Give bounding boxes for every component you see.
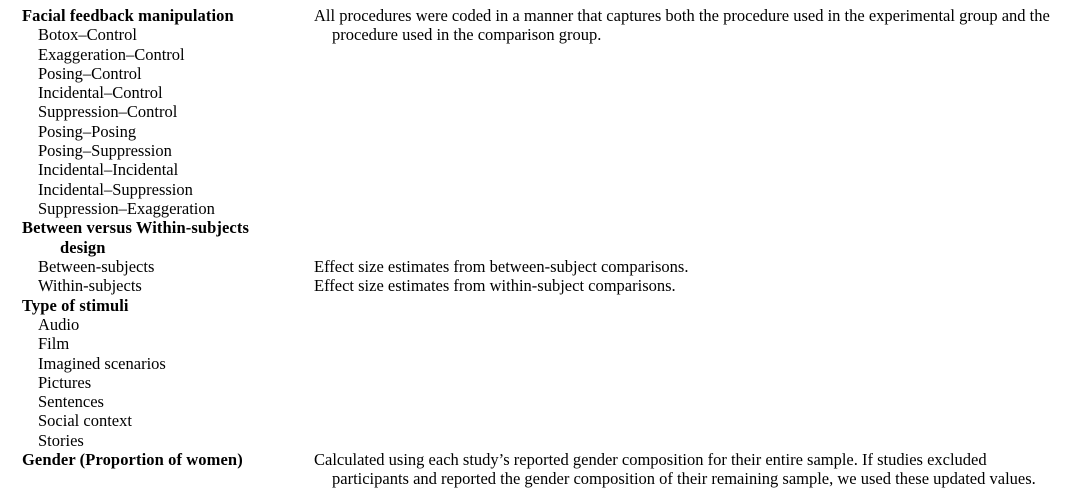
section-heading-continuation: design [60,237,106,257]
section-description-cell [312,296,1062,450]
section-description-cell [312,218,1062,295]
list-item: Film [38,334,70,354]
section-label-cell [22,218,312,295]
list-item: Pictures [38,372,92,392]
section-description-cell [312,6,1062,218]
list-item: Imagined scenarios [38,353,166,373]
section-heading: Gender (Proportion of women) [22,450,243,470]
list-item: Audio [38,314,80,334]
section-label-cell [22,6,312,218]
item-description: Effect size estimates from between-subject comparisons. [314,256,689,276]
list-item: Exaggeration–Control [38,44,185,64]
coding-scheme-table [22,6,1062,489]
table-row [22,450,1062,489]
list-item: Between-subjects [38,256,155,276]
list-item: Posing–Control [38,63,142,83]
list-item: Incidental–Suppression [38,179,193,199]
list-item: Incidental–Control [38,83,163,103]
section-heading: Facial feedback manipulation [22,6,234,25]
table-row [22,218,1062,295]
section-description: Calculated using each study’s reported gender composition for their entire sample. If studies excluded participants and reported the gender composition of their remaining sample, we used these updated values. [314,450,1036,489]
list-item: Suppression–Control [38,102,178,122]
list-item: Suppression–Exaggeration [38,198,215,218]
section-heading: Type of stimuli [22,295,129,315]
list-item: Stories [38,430,84,450]
list-item: Social context [38,411,132,431]
section-description-cell [312,450,1062,489]
list-item: Sentences [38,392,104,412]
list-item: Within-subjects [38,276,142,296]
table-row [22,296,1062,450]
list-item: Posing–Suppression [38,141,172,161]
list-item: Botox–Control [38,25,138,45]
list-item: Incidental–Incidental [38,160,179,180]
table-row [22,6,1062,218]
section-label-cell [22,450,312,489]
spacer [314,238,1062,257]
spacer [314,218,1062,237]
item-description: Effect size estimates from within-subject comparisons. [314,276,676,296]
section-description: All procedures were coded in a manner that captures both the procedure used in the experimental group and the procedure used in the comparison group. [314,6,1050,45]
list-item: Posing–Posing [38,121,137,141]
section-heading: Between versus Within-subjects [22,218,249,238]
section-label-cell [22,296,312,450]
